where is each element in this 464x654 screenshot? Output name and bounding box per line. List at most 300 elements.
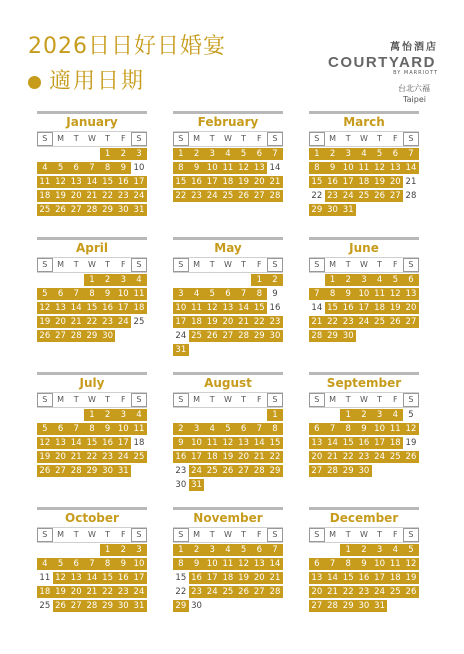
week-row <box>309 436 419 450</box>
weekday-label: F <box>120 395 126 404</box>
day-available: 6 <box>251 148 267 160</box>
day-available: 17 <box>189 451 205 463</box>
day-available: 4 <box>189 288 205 300</box>
day-empty <box>220 479 236 491</box>
day-available: 15 <box>325 302 341 314</box>
day-available: 3 <box>115 409 131 421</box>
day-available: 9 <box>356 558 372 570</box>
week-row <box>173 585 283 599</box>
day-available: 17 <box>340 176 356 188</box>
day-available: 28 <box>236 330 252 342</box>
day-available: 27 <box>53 330 69 342</box>
day-available: 24 <box>204 190 220 202</box>
day-available: 22 <box>84 451 100 463</box>
month-july <box>37 372 147 478</box>
week-row <box>37 203 147 217</box>
week-row <box>37 315 147 329</box>
day-available: 12 <box>387 288 403 300</box>
day-available: 6 <box>236 423 252 435</box>
day-available: 19 <box>372 176 388 188</box>
weekday-label: M <box>193 134 200 143</box>
day-available: 12 <box>220 437 236 449</box>
day-available: 8 <box>173 162 189 174</box>
weekday-label: T <box>377 260 383 269</box>
day-unavailable: 19 <box>405 438 417 448</box>
day-available: 11 <box>131 288 147 300</box>
day-available: 30 <box>100 330 116 342</box>
day-available: 8 <box>309 162 325 174</box>
day-available: 26 <box>372 190 388 202</box>
week-row <box>173 147 283 161</box>
day-available: 4 <box>131 409 147 421</box>
weekday-label: T <box>241 260 247 269</box>
day-available: 19 <box>236 176 252 188</box>
day-available: 31 <box>340 204 356 216</box>
day-available: 27 <box>236 465 252 477</box>
logo-location-english: Taipei <box>403 95 426 104</box>
day-available: 7 <box>84 162 100 174</box>
day-available: 25 <box>189 330 205 342</box>
day-available: 22 <box>84 316 100 328</box>
weekday-label: F <box>120 260 126 269</box>
day-empty <box>37 544 53 556</box>
weekday-label: T <box>73 260 79 269</box>
week-row <box>173 478 283 492</box>
day-available: 15 <box>173 176 189 188</box>
day-available: 1 <box>309 148 325 160</box>
day-available: 19 <box>387 302 403 314</box>
day-empty <box>53 148 69 160</box>
week-row <box>37 329 147 343</box>
weekday-label: W <box>223 134 232 143</box>
day-available: 27 <box>53 465 69 477</box>
weekday-label: M <box>193 395 200 404</box>
day-available: 20 <box>53 451 69 463</box>
day-empty <box>309 409 325 421</box>
weekday-header <box>173 132 283 146</box>
week-row <box>37 147 147 161</box>
day-available: 16 <box>115 176 131 188</box>
weekday-label: F <box>392 530 398 539</box>
week-row <box>173 161 283 175</box>
day-available: 26 <box>37 330 53 342</box>
month-march <box>309 111 419 217</box>
weekday-label: T <box>105 260 111 269</box>
day-empty <box>37 409 53 421</box>
day-available: 3 <box>340 148 356 160</box>
day-available: 13 <box>387 162 403 174</box>
day-available: 15 <box>251 302 267 314</box>
day-available: 3 <box>173 288 189 300</box>
week-row <box>173 408 283 422</box>
day-available: 15 <box>267 437 283 449</box>
week-row <box>173 329 283 343</box>
day-unavailable: 30 <box>175 480 187 490</box>
day-empty <box>220 344 236 356</box>
day-empty <box>115 330 131 342</box>
day-available: 18 <box>220 572 236 584</box>
day-available: 24 <box>204 586 220 598</box>
day-available: 29 <box>173 600 189 612</box>
week-row <box>309 329 419 343</box>
day-available: 12 <box>403 558 419 570</box>
month-name: November <box>193 511 263 525</box>
week-row <box>37 450 147 464</box>
week-row <box>37 543 147 557</box>
weekday-label: S <box>403 132 419 146</box>
day-available: 11 <box>387 558 403 570</box>
day-unavailable: 28 <box>405 191 417 201</box>
day-available: 18 <box>189 316 205 328</box>
day-available: 30 <box>356 600 372 612</box>
day-available: 7 <box>267 148 283 160</box>
day-available: 17 <box>356 302 372 314</box>
week-row <box>173 189 283 203</box>
day-available: 5 <box>403 544 419 556</box>
weekday-label: S <box>267 528 283 542</box>
day-available: 10 <box>115 423 131 435</box>
weekday-label: M <box>57 530 64 539</box>
day-available: 9 <box>115 558 131 570</box>
weekday-label: T <box>241 530 247 539</box>
day-empty <box>387 465 403 477</box>
day-unavailable: 14 <box>311 303 323 313</box>
week-row <box>173 175 283 189</box>
day-available: 8 <box>267 423 283 435</box>
day-available: 10 <box>372 423 388 435</box>
day-available: 2 <box>189 544 205 556</box>
month-may <box>173 237 283 357</box>
month-november <box>173 507 283 613</box>
day-available: 13 <box>403 288 419 300</box>
weekday-label: T <box>345 134 351 143</box>
day-available: 28 <box>68 330 84 342</box>
day-available: 14 <box>325 572 341 584</box>
day-empty <box>236 600 252 612</box>
day-available: 2 <box>115 544 131 556</box>
day-available: 25 <box>387 451 403 463</box>
day-empty <box>267 479 283 491</box>
week-row <box>309 585 419 599</box>
day-available: 7 <box>68 423 84 435</box>
day-empty <box>236 274 252 286</box>
weekday-label: T <box>345 260 351 269</box>
day-available: 20 <box>309 451 325 463</box>
week-row <box>37 161 147 175</box>
day-available: 21 <box>267 572 283 584</box>
day-available: 13 <box>309 437 325 449</box>
day-available: 18 <box>356 176 372 188</box>
weekday-label: W <box>223 260 232 269</box>
day-available: 24 <box>189 465 205 477</box>
weekday-label: W <box>359 530 368 539</box>
day-available: 2 <box>100 274 116 286</box>
day-available: 20 <box>53 316 69 328</box>
day-available: 9 <box>100 423 116 435</box>
day-available: 28 <box>325 465 341 477</box>
day-available: 5 <box>387 274 403 286</box>
day-empty <box>220 409 236 421</box>
day-available: 26 <box>53 204 69 216</box>
day-available: 23 <box>267 316 283 328</box>
day-available: 22 <box>267 451 283 463</box>
day-available: 21 <box>68 451 84 463</box>
day-available: 20 <box>68 190 84 202</box>
month-september <box>309 372 419 478</box>
day-available: 14 <box>68 302 84 314</box>
day-available: 3 <box>204 544 220 556</box>
month-name: June <box>349 241 379 255</box>
day-empty <box>189 274 205 286</box>
weekday-label: S <box>173 258 189 272</box>
day-available: 1 <box>100 148 116 160</box>
week-row <box>309 599 419 613</box>
day-available: 2 <box>100 409 116 421</box>
day-empty <box>403 330 419 342</box>
logo-brand: COURTYARD <box>328 54 436 71</box>
day-available: 11 <box>189 302 205 314</box>
day-available: 12 <box>53 572 69 584</box>
day-available: 2 <box>356 409 372 421</box>
day-available: 7 <box>403 148 419 160</box>
month-name: March <box>343 115 385 129</box>
weekday-label: W <box>87 134 96 143</box>
day-available: 18 <box>131 302 147 314</box>
day-available: 6 <box>309 423 325 435</box>
weekday-label: S <box>131 393 147 407</box>
weekday-label: F <box>256 395 262 404</box>
day-available: 10 <box>173 302 189 314</box>
day-available: 16 <box>356 437 372 449</box>
day-available: 29 <box>325 330 341 342</box>
day-available: 29 <box>340 600 356 612</box>
day-available: 29 <box>100 204 116 216</box>
week-row <box>309 175 419 189</box>
day-empty <box>356 330 372 342</box>
day-available: 4 <box>37 162 53 174</box>
day-available: 19 <box>403 572 419 584</box>
weekday-label: T <box>241 395 247 404</box>
day-available: 2 <box>325 148 341 160</box>
weekday-header <box>37 528 147 542</box>
day-available: 24 <box>356 316 372 328</box>
weekday-header <box>309 258 419 272</box>
week-row <box>37 571 147 585</box>
day-available: 29 <box>267 465 283 477</box>
day-available: 22 <box>340 586 356 598</box>
day-available: 14 <box>236 302 252 314</box>
day-available: 10 <box>204 558 220 570</box>
day-available: 16 <box>325 176 341 188</box>
day-available: 4 <box>387 544 403 556</box>
day-available: 24 <box>115 451 131 463</box>
day-available: 28 <box>251 465 267 477</box>
week-row <box>173 436 283 450</box>
weekday-label: S <box>309 132 325 146</box>
weekday-label: S <box>309 528 325 542</box>
day-available: 28 <box>84 600 100 612</box>
month-name: January <box>66 115 118 129</box>
day-available: 17 <box>115 302 131 314</box>
day-empty <box>53 544 69 556</box>
day-available: 9 <box>356 423 372 435</box>
day-available: 25 <box>37 204 53 216</box>
weekday-label: S <box>309 258 325 272</box>
day-available: 27 <box>68 204 84 216</box>
day-available: 13 <box>68 572 84 584</box>
day-available: 4 <box>131 274 147 286</box>
day-available: 13 <box>220 302 236 314</box>
day-available: 27 <box>68 600 84 612</box>
weekday-label: S <box>37 258 53 272</box>
day-available: 13 <box>53 302 69 314</box>
day-empty <box>236 344 252 356</box>
day-available: 30 <box>340 330 356 342</box>
day-empty <box>251 344 267 356</box>
day-available: 6 <box>220 288 236 300</box>
day-available: 22 <box>100 190 116 202</box>
logo-chinese-name: 萬怡酒店 <box>390 42 438 53</box>
day-empty <box>372 465 388 477</box>
day-available: 1 <box>173 148 189 160</box>
weekday-label: M <box>57 134 64 143</box>
day-empty <box>236 409 252 421</box>
day-available: 28 <box>267 586 283 598</box>
day-available: 5 <box>53 162 69 174</box>
day-unavailable: 24 <box>175 331 187 341</box>
day-available: 2 <box>189 148 205 160</box>
day-available: 16 <box>100 302 116 314</box>
day-available: 3 <box>115 274 131 286</box>
day-empty <box>68 544 84 556</box>
day-available: 21 <box>84 586 100 598</box>
day-empty <box>204 274 220 286</box>
day-available: 26 <box>220 465 236 477</box>
day-available: 13 <box>236 437 252 449</box>
weekday-label: S <box>37 393 53 407</box>
day-available: 9 <box>189 162 205 174</box>
day-empty <box>356 204 372 216</box>
day-available: 20 <box>220 316 236 328</box>
month-june <box>309 237 419 343</box>
day-available: 16 <box>340 302 356 314</box>
day-available: 3 <box>131 148 147 160</box>
weekday-header <box>37 258 147 272</box>
day-available: 5 <box>236 544 252 556</box>
hotel-logo <box>326 38 438 104</box>
day-available: 10 <box>356 288 372 300</box>
day-available: 29 <box>309 204 325 216</box>
day-available: 5 <box>372 148 388 160</box>
week-row <box>173 273 283 287</box>
weekday-header <box>309 393 419 407</box>
day-available: 16 <box>100 437 116 449</box>
bullet-icon <box>28 76 41 89</box>
day-available: 4 <box>220 148 236 160</box>
weekday-label: T <box>345 395 351 404</box>
weekday-label: W <box>87 395 96 404</box>
day-unavailable: 22 <box>175 587 187 597</box>
day-available: 31 <box>372 600 388 612</box>
day-available: 11 <box>356 162 372 174</box>
day-available: 17 <box>115 437 131 449</box>
week-row <box>173 464 283 478</box>
day-available: 20 <box>387 176 403 188</box>
day-available: 28 <box>325 600 341 612</box>
week-row <box>173 422 283 436</box>
week-row <box>309 557 419 571</box>
weekday-header <box>309 132 419 146</box>
day-available: 11 <box>37 176 53 188</box>
day-available: 30 <box>115 204 131 216</box>
day-available: 20 <box>403 302 419 314</box>
day-available: 1 <box>340 544 356 556</box>
day-available: 11 <box>372 288 388 300</box>
day-unavailable: 25 <box>133 317 145 327</box>
day-available: 27 <box>309 465 325 477</box>
day-available: 11 <box>131 423 147 435</box>
day-available: 9 <box>100 288 116 300</box>
day-empty <box>309 274 325 286</box>
day-available: 26 <box>403 586 419 598</box>
day-available: 23 <box>356 451 372 463</box>
weekday-label: W <box>223 530 232 539</box>
day-available: 17 <box>204 176 220 188</box>
weekday-label: M <box>329 395 336 404</box>
day-unavailable: 30 <box>191 601 202 611</box>
day-available: 8 <box>173 558 189 570</box>
day-available: 5 <box>236 148 252 160</box>
day-unavailable: 9 <box>272 289 278 299</box>
day-unavailable: 5 <box>408 410 414 420</box>
day-available: 5 <box>37 288 53 300</box>
day-available: 26 <box>387 316 403 328</box>
day-available: 18 <box>387 572 403 584</box>
day-available: 28 <box>84 204 100 216</box>
week-row <box>309 315 419 329</box>
day-available: 3 <box>372 544 388 556</box>
day-available: 22 <box>100 586 116 598</box>
day-available: 7 <box>68 288 84 300</box>
day-empty <box>84 544 100 556</box>
day-available: 27 <box>251 190 267 202</box>
day-available: 1 <box>84 274 100 286</box>
week-row <box>173 315 283 329</box>
day-available: 9 <box>325 162 341 174</box>
month-january <box>37 111 147 217</box>
page-title: 2026日日好日婚宴 <box>28 34 226 59</box>
day-available: 5 <box>53 558 69 570</box>
day-available: 13 <box>53 437 69 449</box>
month-name: May <box>214 241 242 255</box>
day-available: 29 <box>84 330 100 342</box>
month-name: August <box>204 376 252 390</box>
day-empty <box>267 344 283 356</box>
month-name: October <box>65 511 119 525</box>
day-available: 15 <box>84 437 100 449</box>
subtitle-text: 適用日期 <box>49 69 146 94</box>
weekday-label: M <box>57 260 64 269</box>
weekday-label: M <box>329 260 336 269</box>
day-available: 14 <box>251 437 267 449</box>
week-row <box>309 422 419 436</box>
day-available: 9 <box>115 162 131 174</box>
day-available: 26 <box>403 451 419 463</box>
day-available: 21 <box>325 451 341 463</box>
weekday-header <box>37 132 147 146</box>
week-row <box>37 585 147 599</box>
day-empty <box>131 330 147 342</box>
